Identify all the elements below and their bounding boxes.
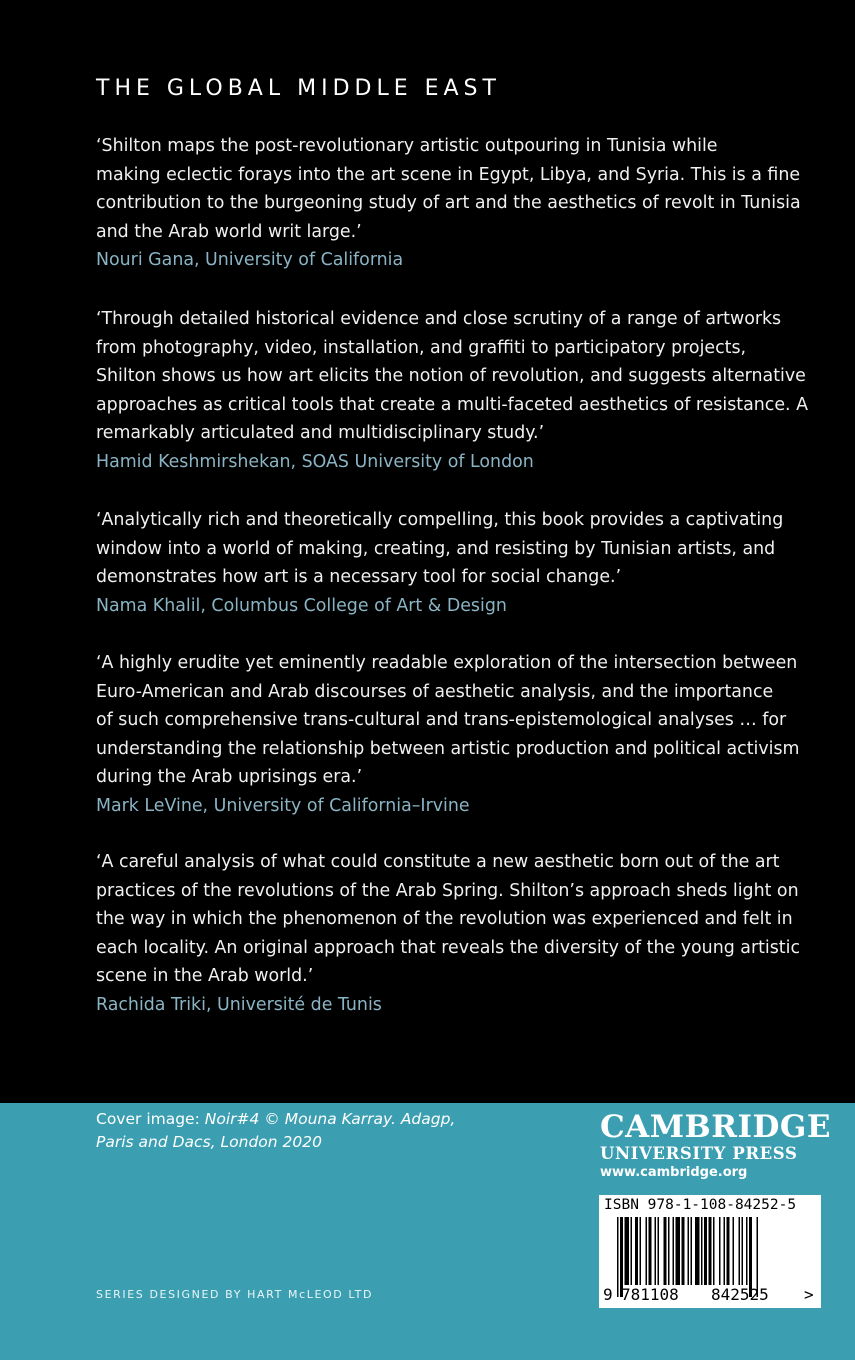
- barcode-bar: [673, 1217, 675, 1285]
- quote-3: [96, 506, 816, 620]
- barcode-bar: [625, 1217, 630, 1285]
- quote-line: and the Arab world writ large.’: [96, 221, 362, 242]
- barcode-bar: [733, 1217, 735, 1285]
- barcode-bar: [709, 1217, 712, 1285]
- barcode-bar: [746, 1217, 748, 1285]
- barcode-end-mark: >: [804, 1285, 814, 1304]
- quote-line: ‘A careful analysis of what could constitute a new aesthetic born out of the art: [96, 852, 780, 872]
- quote-line: ‘Through detailed historical evidence and close scrutiny of a range of artworks: [96, 309, 782, 329]
- quote-4: [96, 649, 816, 821]
- barcode-bar: [704, 1217, 707, 1285]
- publisher-logo: [600, 1109, 831, 1182]
- cover-credit: [96, 1108, 455, 1154]
- barcode-bar: [724, 1217, 726, 1285]
- barcode-bar: [649, 1217, 652, 1285]
- barcode-bar: [631, 1217, 633, 1285]
- barcode-bar: [713, 1217, 715, 1285]
- barcode-bar: [682, 1217, 685, 1285]
- quote-line: approaches as critical tools that create a multi-faceted aesthetics of resistance. A: [96, 394, 808, 415]
- quote-line: window into a world of making, creating, and resisting by Tunisian artists, and: [96, 538, 776, 559]
- barcode-bar: [695, 1217, 700, 1285]
- quote-line: Euro-American and Arab discourses of aesthetic analysis, and the importance: [96, 681, 774, 702]
- barcode-bar: [691, 1217, 693, 1285]
- barcode: [599, 1195, 821, 1308]
- quote-line: understanding the relationship between artistic production and political activism: [96, 738, 800, 759]
- quote-attribution: Nama Khalil, Columbus College of Art & Design: [96, 595, 507, 616]
- publisher-url: www.cambridge.org: [600, 1165, 748, 1180]
- quote-attribution: Rachida Triki, Université de Tunis: [96, 994, 382, 1015]
- barcode-group-2: 842525: [711, 1285, 769, 1304]
- quote-5: [96, 848, 816, 1020]
- quote-attribution: Hamid Keshmirshekan, SOAS University of London: [96, 451, 534, 472]
- quote-line: ‘A highly erudite yet eminently readable exploration of the intersection between: [96, 653, 798, 673]
- barcode-bar: [664, 1217, 667, 1285]
- publisher-name: CAMBRIDGE: [600, 1109, 831, 1145]
- quote-line: contribution to the burgeoning study of art and the aesthetics of revolt in Tunisia: [96, 193, 801, 214]
- cover-credit-work: Noir#4 © Mouna Karray. Adagp,: [204, 1110, 456, 1128]
- quote-text: [96, 305, 816, 448]
- quote-text: [96, 506, 816, 592]
- quote-line: ‘Shilton maps the post-revolutionary artistic outpouring in Tunisia while: [96, 136, 718, 156]
- barcode-bar: [676, 1217, 681, 1285]
- cover-credit-line-1: [96, 1108, 455, 1131]
- quote-1: [96, 132, 816, 275]
- publisher-subtitle: UNIVERSITY PRESS: [600, 1144, 798, 1163]
- quote-line: making eclectic forays into the art scene in Egypt, Libya, and Syria. This is a fine: [96, 164, 801, 185]
- quote-text: [96, 649, 816, 792]
- barcode-bar: [655, 1217, 657, 1285]
- quote-line: demonstrates how art is a necessary tool for social change.’: [96, 567, 622, 588]
- quote-2: [96, 305, 816, 477]
- barcode-bar: [617, 1217, 619, 1297]
- quote-line: practices of the revolutions of the Arab Spring. Shilton’s approach sheds light on: [96, 880, 799, 901]
- barcode-bar: [688, 1217, 690, 1285]
- barcode-bar: [727, 1217, 730, 1285]
- barcode-bar: [739, 1217, 741, 1285]
- barcode-bar: [742, 1217, 744, 1285]
- barcode-group-1: 781108: [621, 1285, 679, 1304]
- quote-text: [96, 132, 816, 246]
- barcode-bar: [640, 1217, 642, 1285]
- barcode-lead-digit: 9: [603, 1285, 613, 1304]
- quote-line: Shilton shows us how art elicits the notion of revolution, and suggests alternative: [96, 366, 806, 387]
- barcode-bar: [635, 1217, 638, 1285]
- quote-line: during the Arab uprisings era.’: [96, 767, 363, 788]
- quote-line: each locality. An original approach that reveals the diversity of the young artistic: [96, 937, 801, 958]
- quote-line: scene in the Arab world.’: [96, 966, 314, 987]
- barcode-bar: [719, 1217, 721, 1285]
- barcode-bar: [646, 1217, 648, 1285]
- cover-credit-line-2: [96, 1131, 455, 1154]
- series-title: THE GLOBAL MIDDLE EAST: [96, 76, 501, 101]
- cover-credit-prefix: Cover image:: [96, 1110, 205, 1128]
- cover-credit-rights: Paris and Dacs, London 2020: [96, 1133, 322, 1151]
- series-credit: SERIES DESIGNED BY HART McLEOD LTD: [96, 1288, 374, 1301]
- quote-attribution: Nouri Gana, University of California: [96, 250, 404, 271]
- quote-attribution: Mark LeVine, University of California–Irvine: [96, 795, 470, 816]
- quote-line: the way in which the phenomenon of the revolution was experienced and felt in: [96, 909, 793, 930]
- quote-line: remarkably articulated and multidisciplinary study.’: [96, 423, 545, 444]
- quote-line: from photography, video, installation, and graffiti to participatory projects,: [96, 337, 747, 358]
- barcode-bar: [668, 1217, 670, 1285]
- quote-text: [96, 848, 816, 991]
- barcode-bar: [658, 1217, 660, 1285]
- isbn-text: ISBN 978-1-108-84252-5: [604, 1197, 797, 1213]
- quote-line: of such comprehensive trans-cultural and trans-epistemological analyses … for: [96, 710, 787, 731]
- barcode-bar: [701, 1217, 703, 1285]
- quote-line: ‘Analytically rich and theoretically compelling, this book provides a captivating: [96, 510, 784, 530]
